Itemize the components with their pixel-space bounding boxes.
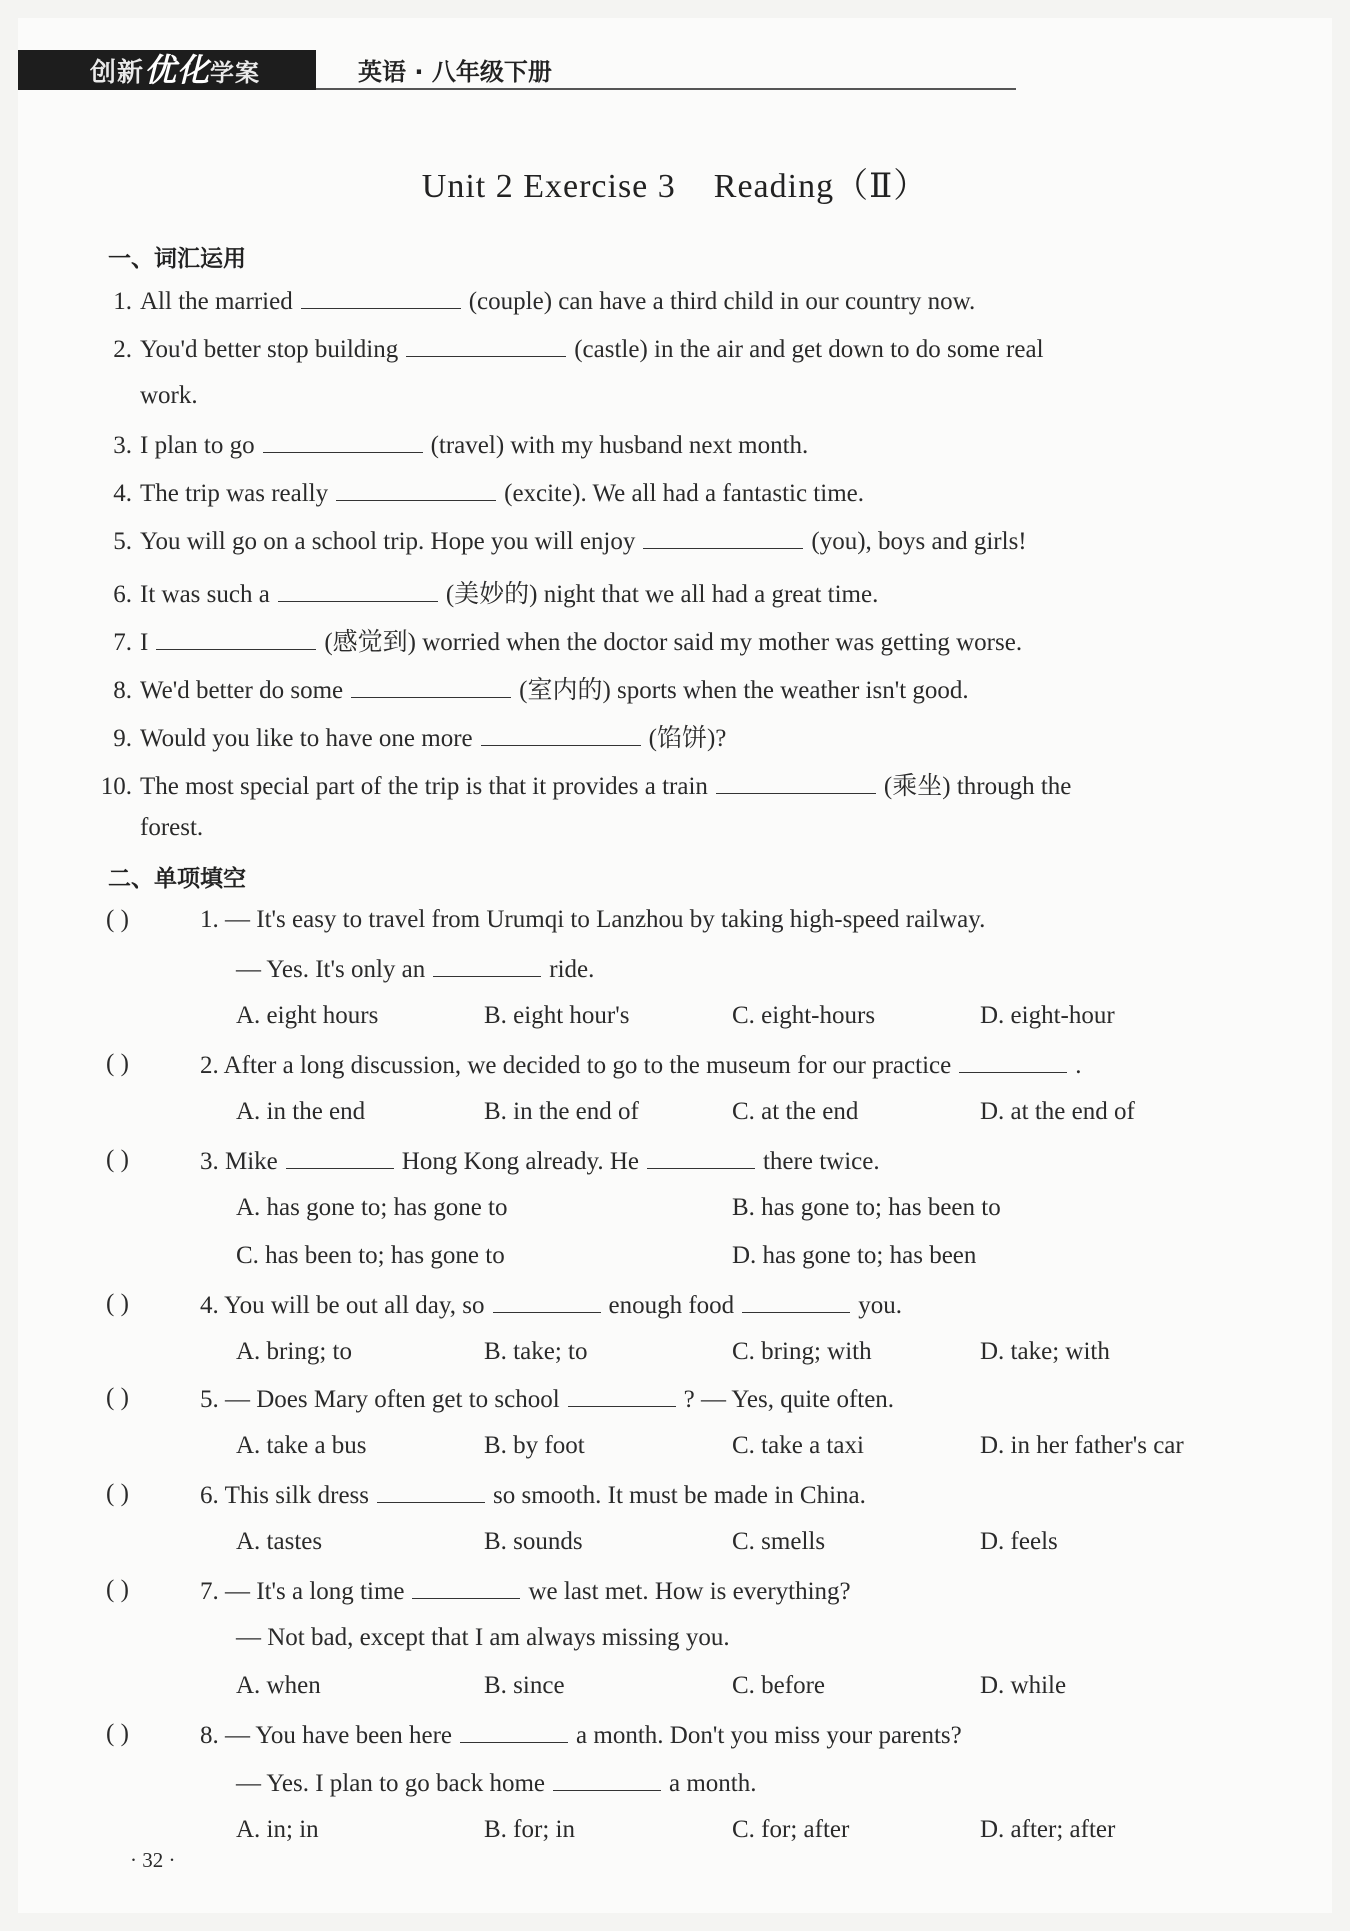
answer-blank[interactable] <box>286 1146 394 1169</box>
question-8-line-1: 8. — You have been here a month. Don't you miss your parents? <box>200 1722 962 1749</box>
q7-option-a[interactable]: A. when <box>236 1672 321 1699</box>
vocab-item-5: 5. You will go on a school trip. Hope you will enjoy (you), boys and girls! <box>113 528 1027 555</box>
vocab-item-1: 1. All the married (couple) can have a third child in our country now. <box>113 288 976 315</box>
q1-option-d[interactable]: D. eight-hour <box>980 1002 1115 1029</box>
q5-option-c[interactable]: C. take a taxi <box>732 1432 864 1459</box>
q1-option-c[interactable]: C. eight-hours <box>732 1002 876 1029</box>
question-1-line-1: 1. — It's easy to travel from Urumqi to Lanzhou by taking high-speed railway. <box>200 906 986 933</box>
q8-option-d[interactable]: D. after; after <box>980 1816 1116 1843</box>
q7-option-b[interactable]: B. since <box>484 1672 565 1699</box>
vocab-item-2-continued: work. <box>140 382 198 409</box>
q8-option-a[interactable]: A. in; in <box>236 1816 319 1843</box>
header-rule <box>316 88 1016 90</box>
section-heading-vocabulary: 一、词汇运用 <box>108 246 246 272</box>
question-5: 5. — Does Mary often get to school ? — Yes, quite often. <box>200 1386 895 1413</box>
question-4: 4. You will be out all day, so enough food you. <box>200 1292 902 1319</box>
answer-paren-q2[interactable]: ( ) <box>106 1050 129 1077</box>
q8-option-b[interactable]: B. for; in <box>484 1816 575 1843</box>
q7-option-d[interactable]: D. while <box>980 1672 1067 1699</box>
q2-option-a[interactable]: A. in the end <box>236 1098 366 1125</box>
q2-option-d[interactable]: D. at the end of <box>980 1098 1135 1125</box>
vocab-item-9: 9. Would you like to have one more (馅饼)? <box>113 725 727 752</box>
answer-paren-q8[interactable]: ( ) <box>106 1720 129 1747</box>
q6-option-a[interactable]: A. tastes <box>236 1528 323 1555</box>
vocab-item-3: 3. I plan to go (travel) with my husband next month. <box>113 432 809 459</box>
page-number: · 32 · <box>130 1848 176 1872</box>
q4-option-a[interactable]: A. bring; to <box>236 1338 352 1365</box>
answer-paren-q4[interactable]: ( ) <box>106 1290 129 1317</box>
answer-paren-q3[interactable]: ( ) <box>106 1146 129 1173</box>
answer-paren-q7[interactable]: ( ) <box>106 1576 129 1603</box>
q6-option-b[interactable]: B. sounds <box>484 1528 583 1555</box>
answer-blank[interactable] <box>336 478 496 501</box>
vocab-item-6: 6. It was such a (美妙的) night that we all had a great time. <box>113 581 879 608</box>
answer-blank[interactable] <box>351 675 511 698</box>
vocab-item-8: 8. We'd better do some (室内的) sports when the weather isn't good. <box>113 677 969 704</box>
answer-blank[interactable] <box>412 1576 520 1599</box>
answer-blank[interactable] <box>460 1720 568 1743</box>
q8-option-c[interactable]: C. for; after <box>732 1816 850 1843</box>
answer-blank[interactable] <box>156 627 316 650</box>
question-7-line-1: 7. — It's a long time we last met. How is everything? <box>200 1578 851 1605</box>
q1-option-a[interactable]: A. eight hours <box>236 1002 379 1029</box>
q3-option-b[interactable]: B. has gone to; has been to <box>732 1194 1001 1221</box>
question-7-line-2: — Not bad, except that I am always missing you. <box>236 1624 730 1651</box>
answer-blank[interactable] <box>647 1146 755 1169</box>
q2-option-c[interactable]: C. at the end <box>732 1098 859 1125</box>
answer-paren-q6[interactable]: ( ) <box>106 1480 129 1507</box>
answer-blank[interactable] <box>301 286 461 309</box>
q5-option-d[interactable]: D. in her father's car <box>980 1432 1184 1459</box>
q4-option-c[interactable]: C. bring; with <box>732 1338 872 1365</box>
answer-blank[interactable] <box>433 954 541 977</box>
page-title: Unit 2 Exercise 3 Reading（Ⅱ） <box>421 168 929 205</box>
q4-option-d[interactable]: D. take; with <box>980 1338 1110 1365</box>
question-3: 3. Mike Hong Kong already. He there twice. <box>200 1148 880 1175</box>
vocab-item-4: 4. The trip was really (excite). We all had a fantastic time. <box>113 480 864 507</box>
brand-logo: 创新优化学案 <box>90 51 261 89</box>
answer-blank[interactable] <box>959 1050 1067 1073</box>
answer-blank[interactable] <box>481 723 641 746</box>
question-2: 2. After a long discussion, we decided to go to the museum for our practice . <box>200 1052 1082 1079</box>
answer-paren-q5[interactable]: ( ) <box>106 1384 129 1411</box>
answer-blank[interactable] <box>406 334 566 357</box>
q3-option-c[interactable]: C. has been to; has gone to <box>236 1242 505 1269</box>
answer-blank[interactable] <box>377 1480 485 1503</box>
vocab-item-7: 7. I (感觉到) worried when the doctor said my mother was getting worse. <box>113 629 1023 656</box>
q1-option-b[interactable]: B. eight hour's <box>484 1002 630 1029</box>
answer-blank[interactable] <box>568 1384 676 1407</box>
q2-option-b[interactable]: B. in the end of <box>484 1098 639 1125</box>
q6-option-c[interactable]: C. smells <box>732 1528 826 1555</box>
question-1-line-2: — Yes. It's only an ride. <box>236 956 595 983</box>
q4-option-b[interactable]: B. take; to <box>484 1338 588 1365</box>
q7-option-c[interactable]: C. before <box>732 1672 826 1699</box>
subject-label: 英语 · 八年级下册 <box>358 58 552 86</box>
q5-option-a[interactable]: A. take a bus <box>236 1432 367 1459</box>
q3-option-d[interactable]: D. has gone to; has been <box>732 1242 977 1269</box>
answer-blank[interactable] <box>263 430 423 453</box>
vocab-item-10: 10. The most special part of the trip is that it provides a train (乘坐) through the <box>100 773 1072 800</box>
answer-blank[interactable] <box>643 526 803 549</box>
answer-blank[interactable] <box>493 1290 601 1313</box>
q5-option-b[interactable]: B. by foot <box>484 1432 585 1459</box>
question-8-line-2: — Yes. I plan to go back home a month. <box>236 1770 757 1797</box>
answer-blank[interactable] <box>742 1290 850 1313</box>
question-6: 6. This silk dress so smooth. It must be made in China. <box>200 1482 866 1509</box>
answer-blank[interactable] <box>553 1768 661 1791</box>
answer-blank[interactable] <box>716 771 876 794</box>
q3-option-a[interactable]: A. has gone to; has gone to <box>236 1194 508 1221</box>
vocab-item-10-continued: forest. <box>140 814 204 841</box>
answer-blank[interactable] <box>278 579 438 602</box>
worksheet-page <box>18 18 1332 1913</box>
q6-option-d[interactable]: D. feels <box>980 1528 1058 1555</box>
section-heading-multiple-choice: 二、单项填空 <box>108 866 246 892</box>
vocab-item-2: 2. You'd better stop building (castle) in the air and get down to do some real <box>113 336 1044 363</box>
answer-paren-q1[interactable]: ( ) <box>106 906 129 933</box>
